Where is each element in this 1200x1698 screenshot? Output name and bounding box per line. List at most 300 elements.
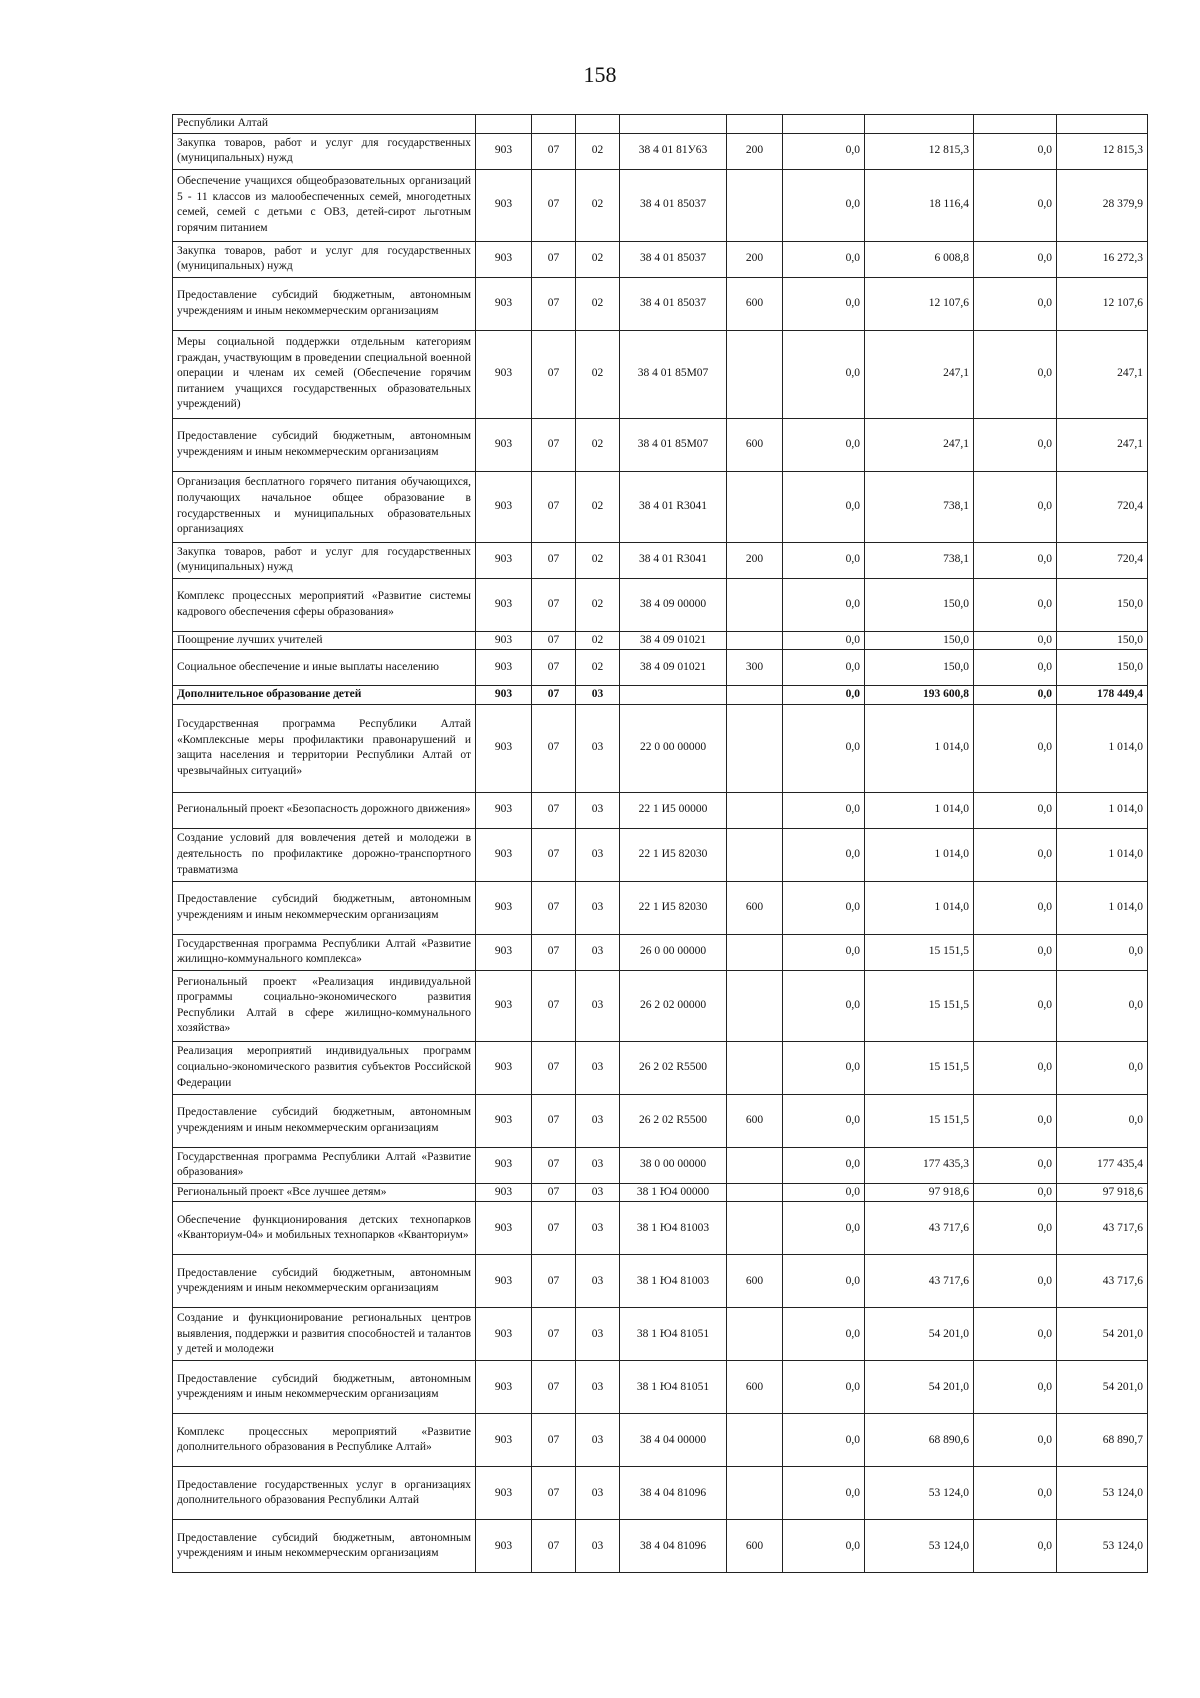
- row-value-4: 54 201,0: [1057, 1308, 1148, 1361]
- row-subsection-code: 03: [576, 1041, 620, 1094]
- row-name: Комплекс процессных мероприятий «Развитие дополнительного образования в Республике Алтай»: [173, 1414, 476, 1467]
- row-value-1: 0,0: [783, 1183, 865, 1202]
- row-name: Предоставление субсидий бюджетным, автономным учреждениям и иным некоммерческим организациям: [173, 881, 476, 934]
- row-ved-code: 903: [476, 471, 532, 542]
- row-section-code: 07: [532, 1361, 576, 1414]
- row-value-3: 0,0: [974, 1520, 1057, 1573]
- row-value-3: 0,0: [974, 418, 1057, 471]
- row-section-code: 07: [532, 792, 576, 828]
- row-value-1: 0,0: [783, 970, 865, 1041]
- row-expense-type: [727, 970, 783, 1041]
- row-name: Закупка товаров, работ и услуг для государственных (муниципальных) нужд: [173, 241, 476, 277]
- row-name: Региональный проект «Реализация индивидуальной программы социально-экономического развития Республики Алтай в сфере жилищно-коммунального хозяйства»: [173, 970, 476, 1041]
- row-expense-type: [727, 704, 783, 792]
- row-subsection-code: 03: [576, 1183, 620, 1202]
- row-target-article: 38 4 01 85М07: [620, 418, 727, 471]
- row-value-4: 150,0: [1057, 631, 1148, 650]
- row-target-article: 38 1 Ю4 00000: [620, 1183, 727, 1202]
- row-value-3: 0,0: [974, 277, 1057, 330]
- row-subsection-code: 03: [576, 704, 620, 792]
- row-value-2: 177 435,3: [865, 1147, 974, 1183]
- row-value-3: 0,0: [974, 1094, 1057, 1147]
- row-subsection-code: 03: [576, 1147, 620, 1183]
- row-value-4: 0,0: [1057, 934, 1148, 970]
- row-value-3: 0,0: [974, 133, 1057, 169]
- row-ved-code: 903: [476, 1041, 532, 1094]
- row-value-1: 0,0: [783, 542, 865, 578]
- table-row: [173, 1467, 1148, 1520]
- row-expense-type: 600: [727, 418, 783, 471]
- row-name: Организация бесплатного горячего питания обучающихся, получающих начальное общее образование в государственных и муниципальных образовательных организациях: [173, 471, 476, 542]
- row-value-4: 178 449,4: [1057, 686, 1148, 705]
- row-subsection-code: 02: [576, 169, 620, 241]
- row-ved-code: 903: [476, 1147, 532, 1183]
- row-section-code: 07: [532, 828, 576, 881]
- row-section-code: 07: [532, 704, 576, 792]
- row-ved-code: 903: [476, 418, 532, 471]
- row-value-2: 1 014,0: [865, 881, 974, 934]
- table-row: [173, 1147, 1148, 1183]
- row-expense-type: [727, 1308, 783, 1361]
- row-value-2: 68 890,6: [865, 1414, 974, 1467]
- row-section-code: [532, 115, 576, 134]
- row-name: Закупка товаров, работ и услуг для государственных (муниципальных) нужд: [173, 542, 476, 578]
- row-target-article: 38 1 Ю4 81051: [620, 1308, 727, 1361]
- row-expense-type: [727, 792, 783, 828]
- row-value-4: 16 272,3: [1057, 241, 1148, 277]
- table-row: [173, 650, 1148, 686]
- row-subsection-code: 02: [576, 542, 620, 578]
- row-subsection-code: 02: [576, 418, 620, 471]
- row-subsection-code: 02: [576, 330, 620, 418]
- row-value-4: 0,0: [1057, 970, 1148, 1041]
- row-ved-code: 903: [476, 881, 532, 934]
- page-number: 158: [583, 62, 617, 87]
- row-subsection-code: 02: [576, 578, 620, 631]
- row-value-3: 0,0: [974, 934, 1057, 970]
- row-target-article: 22 1 И5 82030: [620, 881, 727, 934]
- table-row: [173, 631, 1148, 650]
- row-ved-code: 903: [476, 1467, 532, 1520]
- table-row: [173, 241, 1148, 277]
- row-ved-code: 903: [476, 1520, 532, 1573]
- row-expense-type: [727, 1414, 783, 1467]
- row-value-2: 193 600,8: [865, 686, 974, 705]
- row-target-article: 38 4 01 85М07: [620, 330, 727, 418]
- row-expense-type: [727, 471, 783, 542]
- row-target-article: 38 4 09 01021: [620, 650, 727, 686]
- row-name: Государственная программа Республики Алтай «Развитие жилищно-коммунального комплекса»: [173, 934, 476, 970]
- row-value-1: 0,0: [783, 578, 865, 631]
- row-ved-code: 903: [476, 133, 532, 169]
- row-value-2: 54 201,0: [865, 1361, 974, 1414]
- row-target-article: 38 4 01 85037: [620, 169, 727, 241]
- row-value-4: 720,4: [1057, 542, 1148, 578]
- row-value-3: 0,0: [974, 1183, 1057, 1202]
- row-subsection-code: 03: [576, 792, 620, 828]
- row-ved-code: 903: [476, 578, 532, 631]
- row-target-article: 38 4 01 85037: [620, 241, 727, 277]
- row-name: Предоставление субсидий бюджетным, автономным учреждениям и иным некоммерческим организациям: [173, 1255, 476, 1308]
- row-target-article: 38 1 Ю4 81051: [620, 1361, 727, 1414]
- row-expense-type: 600: [727, 881, 783, 934]
- row-section-code: 07: [532, 1147, 576, 1183]
- row-value-2: 15 151,5: [865, 1094, 974, 1147]
- row-value-4: 43 717,6: [1057, 1255, 1148, 1308]
- row-value-4: 12 815,3: [1057, 133, 1148, 169]
- row-value-3: 0,0: [974, 881, 1057, 934]
- row-subsection-code: 03: [576, 1255, 620, 1308]
- row-subsection-code: 03: [576, 970, 620, 1041]
- row-value-1: 0,0: [783, 828, 865, 881]
- row-section-code: 07: [532, 631, 576, 650]
- row-value-3: 0,0: [974, 1414, 1057, 1467]
- row-value-4: 43 717,6: [1057, 1202, 1148, 1255]
- row-value-4: 68 890,7: [1057, 1414, 1148, 1467]
- row-value-1: 0,0: [783, 133, 865, 169]
- row-section-code: 07: [532, 1041, 576, 1094]
- row-name: Обеспечение функционирования детских технопарков «Кванториум-04» и мобильных технопарков «Кванториум»: [173, 1202, 476, 1255]
- row-section-code: 07: [532, 1414, 576, 1467]
- row-ved-code: 903: [476, 277, 532, 330]
- row-name: Региональный проект «Все лучшее детям»: [173, 1183, 476, 1202]
- row-name: Социальное обеспечение и иные выплаты населению: [173, 650, 476, 686]
- row-expense-type: [727, 1183, 783, 1202]
- row-value-4: 150,0: [1057, 650, 1148, 686]
- row-value-1: 0,0: [783, 1202, 865, 1255]
- row-section-code: 07: [532, 133, 576, 169]
- row-subsection-code: 02: [576, 471, 620, 542]
- row-value-1: 0,0: [783, 704, 865, 792]
- row-value-1: 0,0: [783, 1520, 865, 1573]
- row-section-code: 07: [532, 277, 576, 330]
- row-target-article: 26 2 02 00000: [620, 970, 727, 1041]
- row-subsection-code: 03: [576, 881, 620, 934]
- table-row: [173, 1094, 1148, 1147]
- row-ved-code: 903: [476, 686, 532, 705]
- row-value-1: 0,0: [783, 1308, 865, 1361]
- row-value-1: [783, 115, 865, 134]
- row-ved-code: 903: [476, 792, 532, 828]
- row-subsection-code: 03: [576, 1520, 620, 1573]
- row-expense-type: [727, 1147, 783, 1183]
- row-ved-code: 903: [476, 1414, 532, 1467]
- row-value-2: 1 014,0: [865, 828, 974, 881]
- table-row: [173, 881, 1148, 934]
- table-row: [173, 686, 1148, 705]
- row-target-article: 38 1 Ю4 81003: [620, 1202, 727, 1255]
- row-expense-type: 600: [727, 1361, 783, 1414]
- row-ved-code: 903: [476, 934, 532, 970]
- table-row: [173, 169, 1148, 241]
- row-name: Дополнительное образование детей: [173, 686, 476, 705]
- row-section-code: 07: [532, 1308, 576, 1361]
- row-value-3: [974, 115, 1057, 134]
- row-value-3: 0,0: [974, 1308, 1057, 1361]
- row-value-1: 0,0: [783, 631, 865, 650]
- row-value-3: 0,0: [974, 241, 1057, 277]
- row-value-4: 0,0: [1057, 1094, 1148, 1147]
- row-value-4: 177 435,4: [1057, 1147, 1148, 1183]
- row-value-3: 0,0: [974, 828, 1057, 881]
- row-subsection-code: 03: [576, 1467, 620, 1520]
- row-target-article: 38 4 01 R3041: [620, 471, 727, 542]
- row-value-1: 0,0: [783, 1414, 865, 1467]
- row-expense-type: 200: [727, 241, 783, 277]
- row-value-2: 18 116,4: [865, 169, 974, 241]
- row-value-3: 0,0: [974, 686, 1057, 705]
- row-value-1: 0,0: [783, 686, 865, 705]
- row-subsection-code: 03: [576, 934, 620, 970]
- row-name: Закупка товаров, работ и услуг для государственных (муниципальных) нужд: [173, 133, 476, 169]
- row-value-4: 97 918,6: [1057, 1183, 1148, 1202]
- row-value-2: 12 107,6: [865, 277, 974, 330]
- row-section-code: 07: [532, 542, 576, 578]
- row-name: Обеспечение учащихся общеобразовательных организаций 5 - 11 классов из малообеспеченных семей, многодетных семей, семей с детьми с ОВЗ, детей-сирот льготным горячим питанием: [173, 169, 476, 241]
- row-subsection-code: 02: [576, 631, 620, 650]
- row-value-4: 720,4: [1057, 471, 1148, 542]
- table-row: [173, 934, 1148, 970]
- row-expense-type: 200: [727, 133, 783, 169]
- row-name: Создание условий для вовлечения детей и молодежи в деятельность по профилактике дорожно-транспортного травматизма: [173, 828, 476, 881]
- row-value-3: 0,0: [974, 169, 1057, 241]
- row-subsection-code: 02: [576, 133, 620, 169]
- row-value-3: 0,0: [974, 542, 1057, 578]
- row-expense-type: [727, 578, 783, 631]
- row-expense-type: 200: [727, 542, 783, 578]
- row-value-3: 0,0: [974, 578, 1057, 631]
- row-expense-type: [727, 330, 783, 418]
- row-section-code: 07: [532, 1094, 576, 1147]
- row-name: Предоставление субсидий бюджетным, автономным учреждениям и иным некоммерческим организациям: [173, 277, 476, 330]
- row-name: Республики Алтай: [173, 115, 476, 134]
- row-value-2: 53 124,0: [865, 1467, 974, 1520]
- row-value-1: 0,0: [783, 1361, 865, 1414]
- row-target-article: [620, 686, 727, 705]
- row-value-1: 0,0: [783, 241, 865, 277]
- row-section-code: 07: [532, 578, 576, 631]
- budget-table: [172, 114, 1148, 1573]
- table-row: [173, 277, 1148, 330]
- row-target-article: 38 4 01 81У63: [620, 133, 727, 169]
- row-value-4: 12 107,6: [1057, 277, 1148, 330]
- row-subsection-code: 02: [576, 277, 620, 330]
- row-target-article: 38 4 04 00000: [620, 1414, 727, 1467]
- row-value-4: 1 014,0: [1057, 881, 1148, 934]
- row-value-1: 0,0: [783, 881, 865, 934]
- row-name: Предоставление субсидий бюджетным, автономным учреждениям и иным некоммерческим организациям: [173, 1361, 476, 1414]
- row-ved-code: 903: [476, 704, 532, 792]
- row-value-3: 0,0: [974, 1255, 1057, 1308]
- table-row: [173, 115, 1148, 134]
- row-section-code: 07: [532, 169, 576, 241]
- row-value-3: 0,0: [974, 970, 1057, 1041]
- table-row: [173, 792, 1148, 828]
- row-section-code: 07: [532, 241, 576, 277]
- row-target-article: 38 4 01 85037: [620, 277, 727, 330]
- row-section-code: 07: [532, 471, 576, 542]
- row-expense-type: [727, 828, 783, 881]
- row-section-code: 07: [532, 686, 576, 705]
- row-name: Государственная программа Республики Алтай «Развитие образования»: [173, 1147, 476, 1183]
- row-name: Региональный проект «Безопасность дорожного движения»: [173, 792, 476, 828]
- row-expense-type: 600: [727, 1255, 783, 1308]
- row-target-article: 38 0 00 00000: [620, 1147, 727, 1183]
- row-value-3: 0,0: [974, 1361, 1057, 1414]
- row-section-code: 07: [532, 1183, 576, 1202]
- row-subsection-code: 03: [576, 1094, 620, 1147]
- row-name: Предоставление субсидий бюджетным, автономным учреждениям и иным некоммерческим организациям: [173, 1520, 476, 1573]
- table-row: [173, 330, 1148, 418]
- table-row: [173, 1414, 1148, 1467]
- row-value-2: 6 008,8: [865, 241, 974, 277]
- row-section-code: 07: [532, 1520, 576, 1573]
- row-value-1: 0,0: [783, 1147, 865, 1183]
- row-expense-type: 600: [727, 277, 783, 330]
- row-name: Создание и функционирование региональных центров выявления, поддержки и развития способностей и талантов у детей и молодежи: [173, 1308, 476, 1361]
- row-ved-code: 903: [476, 1094, 532, 1147]
- row-subsection-code: 03: [576, 828, 620, 881]
- row-value-4: [1057, 115, 1148, 134]
- row-value-3: 0,0: [974, 1467, 1057, 1520]
- table-row: [173, 1308, 1148, 1361]
- table-row: [173, 828, 1148, 881]
- row-target-article: 22 1 И5 00000: [620, 792, 727, 828]
- table-row: [173, 970, 1148, 1041]
- row-value-2: 738,1: [865, 542, 974, 578]
- row-value-2: 1 014,0: [865, 704, 974, 792]
- row-value-1: 0,0: [783, 650, 865, 686]
- row-value-1: 0,0: [783, 471, 865, 542]
- row-ved-code: 903: [476, 542, 532, 578]
- row-expense-type: [727, 934, 783, 970]
- row-expense-type: [727, 1041, 783, 1094]
- table-row: [173, 1520, 1148, 1573]
- row-ved-code: 903: [476, 1202, 532, 1255]
- row-name: Реализация мероприятий индивидуальных программ социально-экономического развития субъектов Российской Федерации: [173, 1041, 476, 1094]
- row-value-2: 150,0: [865, 631, 974, 650]
- row-value-2: 43 717,6: [865, 1202, 974, 1255]
- row-value-2: 43 717,6: [865, 1255, 974, 1308]
- row-subsection-code: 03: [576, 1361, 620, 1414]
- row-value-3: 0,0: [974, 330, 1057, 418]
- row-expense-type: [727, 1467, 783, 1520]
- row-section-code: 07: [532, 1467, 576, 1520]
- row-value-3: 0,0: [974, 1041, 1057, 1094]
- row-section-code: 07: [532, 1255, 576, 1308]
- row-value-1: 0,0: [783, 1094, 865, 1147]
- row-value-3: 0,0: [974, 471, 1057, 542]
- row-ved-code: 903: [476, 330, 532, 418]
- row-ved-code: 903: [476, 169, 532, 241]
- row-value-4: 53 124,0: [1057, 1520, 1148, 1573]
- row-ved-code: 903: [476, 828, 532, 881]
- row-value-2: 54 201,0: [865, 1308, 974, 1361]
- row-ved-code: 903: [476, 631, 532, 650]
- row-value-3: 0,0: [974, 1202, 1057, 1255]
- row-subsection-code: 02: [576, 650, 620, 686]
- row-value-1: 0,0: [783, 277, 865, 330]
- row-name: Предоставление субсидий бюджетным, автономным учреждениям и иным некоммерческим организациям: [173, 418, 476, 471]
- row-value-2: 97 918,6: [865, 1183, 974, 1202]
- table-row: [173, 471, 1148, 542]
- row-ved-code: [476, 115, 532, 134]
- row-target-article: 38 4 04 81096: [620, 1467, 727, 1520]
- row-value-1: 0,0: [783, 792, 865, 828]
- row-ved-code: 903: [476, 650, 532, 686]
- row-subsection-code: 03: [576, 686, 620, 705]
- row-value-2: 247,1: [865, 330, 974, 418]
- table-row: [173, 542, 1148, 578]
- row-target-article: 38 4 01 R3041: [620, 542, 727, 578]
- row-target-article: [620, 115, 727, 134]
- row-value-4: 1 014,0: [1057, 792, 1148, 828]
- budget-table-body: [173, 115, 1148, 1573]
- row-section-code: 07: [532, 650, 576, 686]
- row-expense-type: 300: [727, 650, 783, 686]
- row-ved-code: 903: [476, 1255, 532, 1308]
- row-expense-type: 600: [727, 1094, 783, 1147]
- row-value-3: 0,0: [974, 631, 1057, 650]
- row-ved-code: 903: [476, 1308, 532, 1361]
- row-value-1: 0,0: [783, 1255, 865, 1308]
- table-row: [173, 578, 1148, 631]
- row-value-3: 0,0: [974, 792, 1057, 828]
- row-subsection-code: 03: [576, 1308, 620, 1361]
- row-value-2: 15 151,5: [865, 934, 974, 970]
- table-row: [173, 704, 1148, 792]
- row-value-4: 150,0: [1057, 578, 1148, 631]
- row-subsection-code: 02: [576, 241, 620, 277]
- row-target-article: 38 4 04 81096: [620, 1520, 727, 1573]
- table-row: [173, 1255, 1148, 1308]
- row-target-article: 26 0 00 00000: [620, 934, 727, 970]
- row-target-article: 22 1 И5 82030: [620, 828, 727, 881]
- row-name: Предоставление субсидий бюджетным, автономным учреждениям и иным некоммерческим организациям: [173, 1094, 476, 1147]
- row-value-1: 0,0: [783, 330, 865, 418]
- row-name: Поощрение лучших учителей: [173, 631, 476, 650]
- row-value-3: 0,0: [974, 704, 1057, 792]
- row-ved-code: 903: [476, 241, 532, 277]
- row-section-code: 07: [532, 881, 576, 934]
- row-value-1: 0,0: [783, 418, 865, 471]
- row-value-2: 53 124,0: [865, 1520, 974, 1573]
- row-ved-code: 903: [476, 1183, 532, 1202]
- row-section-code: 07: [532, 330, 576, 418]
- row-ved-code: 903: [476, 970, 532, 1041]
- row-expense-type: [727, 631, 783, 650]
- row-subsection-code: 03: [576, 1202, 620, 1255]
- row-subsection-code: 03: [576, 1414, 620, 1467]
- row-value-4: 53 124,0: [1057, 1467, 1148, 1520]
- table-row: [173, 1202, 1148, 1255]
- row-value-1: 0,0: [783, 934, 865, 970]
- row-value-2: 15 151,5: [865, 1041, 974, 1094]
- row-value-3: 0,0: [974, 650, 1057, 686]
- row-expense-type: [727, 1202, 783, 1255]
- row-section-code: 07: [532, 1202, 576, 1255]
- table-row: [173, 1041, 1148, 1094]
- row-section-code: 07: [532, 970, 576, 1041]
- row-expense-type: [727, 686, 783, 705]
- row-name: Предоставление государственных услуг в организациях дополнительного образования Республики Алтай: [173, 1467, 476, 1520]
- table-row: [173, 133, 1148, 169]
- row-value-4: 247,1: [1057, 418, 1148, 471]
- row-name: Меры социальной поддержки отдельным категориям граждан, участвующим в проведении специальной военной операции и членам их семей (Обеспечение горячим питанием учащихся государственных образовательных учреждений): [173, 330, 476, 418]
- row-value-1: 0,0: [783, 1467, 865, 1520]
- row-value-4: 54 201,0: [1057, 1361, 1148, 1414]
- table-row: [173, 1361, 1148, 1414]
